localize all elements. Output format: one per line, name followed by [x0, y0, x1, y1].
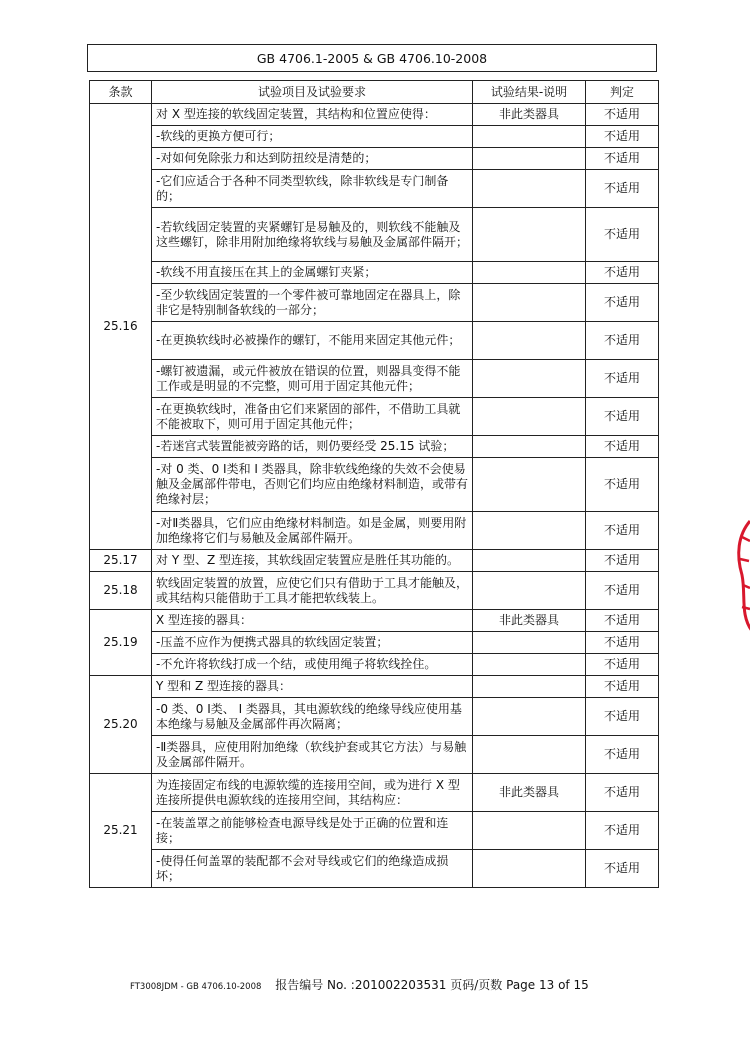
header-standard-box [87, 44, 657, 72]
requirement-cell: -在更换软线时，准备由它们来紧固的部件，不借助工具就不能被取下，则可用于固定其他元件； [152, 398, 473, 436]
table-row [90, 436, 659, 458]
table-row [90, 812, 659, 850]
result-cell [473, 208, 586, 262]
table-row [90, 148, 659, 170]
footer-doc-code: FT3008JDM - GB 4706.10-2008 [130, 982, 262, 992]
table-row [90, 284, 659, 322]
result-cell: 非此类器具 [473, 774, 586, 812]
result-cell [473, 736, 586, 774]
verdict-cell: 不适用 [586, 654, 659, 676]
result-cell [473, 322, 586, 360]
table-row [90, 610, 659, 632]
test-table [89, 80, 659, 888]
result-cell [473, 170, 586, 208]
verdict-cell: 不适用 [586, 148, 659, 170]
verdict-cell: 不适用 [586, 436, 659, 458]
table-row [90, 512, 659, 550]
table-row [90, 774, 659, 812]
clause-cell: 25.19 [90, 610, 152, 676]
requirement-cell: -它们应适合于各种不同类型软线，除非软线是专门制备的； [152, 170, 473, 208]
footer-report-number: 报告编号 No. :201002203531 [275, 978, 447, 992]
result-cell [473, 698, 586, 736]
clause-cell: 25.18 [90, 572, 152, 610]
table-row [90, 850, 659, 888]
table-body [90, 104, 659, 888]
result-cell [473, 632, 586, 654]
result-cell [473, 812, 586, 850]
table-row [90, 458, 659, 512]
result-cell [473, 512, 586, 550]
requirement-cell: -至少软线固定装置的一个零件被可靠地固定在器具上，除非它是特别制备软线的一部分； [152, 284, 473, 322]
column-header-verdict: 判定 [586, 81, 659, 104]
result-cell [473, 398, 586, 436]
verdict-cell: 不适用 [586, 550, 659, 572]
table-row [90, 632, 659, 654]
verdict-cell: 不适用 [586, 812, 659, 850]
verdict-cell: 不适用 [586, 284, 659, 322]
table-row [90, 676, 659, 698]
verdict-cell: 不适用 [586, 512, 659, 550]
result-cell [473, 284, 586, 322]
result-cell: 非此类器具 [473, 104, 586, 126]
result-cell [473, 458, 586, 512]
requirement-cell: -对如何免除张力和达到防扭绞是清楚的； [152, 148, 473, 170]
requirement-cell: -螺钉被遗漏，或元件被放在错误的位置，则器具变得不能工作或是明显的不完整，则可用于固定其他元件； [152, 360, 473, 398]
table-row [90, 398, 659, 436]
red-stamp-edge [728, 515, 750, 635]
requirement-cell: -若软线固定装置的夹紧螺钉是易触及的，则软线不能触及这些螺钉，除非用附加绝缘将软线与易触及金属部件隔开； [152, 208, 473, 262]
result-cell [473, 550, 586, 572]
verdict-cell: 不适用 [586, 610, 659, 632]
clause-cell: 25.16 [90, 104, 152, 550]
page-footer [130, 976, 630, 993]
table-row [90, 262, 659, 284]
requirement-cell: -Ⅱ类器具，应使用附加绝缘（软线护套或其它方法）与易触及金属部件隔开。 [152, 736, 473, 774]
requirement-cell: -不允许将软线打成一个结，或使用绳子将软线拴住。 [152, 654, 473, 676]
table-row [90, 208, 659, 262]
requirement-cell: -对 0 类、0 Ⅰ类和 Ⅰ 类器具，除非软线绝缘的失效不会使易触及金属部件带电，否则它们均应由绝缘材料制造，或带有绝缘衬层； [152, 458, 473, 512]
requirement-cell: -对Ⅱ类器具，它们应由绝缘材料制造。如是金属，则要用附加绝缘将它们与易触及金属部件隔开。 [152, 512, 473, 550]
requirement-cell: 为连接固定布线的电源软缆的连接用空间，或为进行 X 型连接所提供电源软线的连接用空间，其结构应： [152, 774, 473, 812]
verdict-cell: 不适用 [586, 126, 659, 148]
table-row [90, 322, 659, 360]
requirement-cell: -压盖不应作为便携式器具的软线固定装置； [152, 632, 473, 654]
requirement-cell: -软线不用直接压在其上的金属螺钉夹紧； [152, 262, 473, 284]
verdict-cell: 不适用 [586, 208, 659, 262]
column-header-requirement: 试验项目及试验要求 [152, 81, 473, 104]
verdict-cell: 不适用 [586, 262, 659, 284]
requirement-cell: -在更换软线时必被操作的螺钉，不能用来固定其他元件； [152, 322, 473, 360]
column-header-result: 试验结果-说明 [473, 81, 586, 104]
table-row [90, 654, 659, 676]
clause-cell: 25.21 [90, 774, 152, 888]
verdict-cell: 不适用 [586, 360, 659, 398]
table-row [90, 572, 659, 610]
clause-cell: 25.17 [90, 550, 152, 572]
table-row [90, 736, 659, 774]
verdict-cell: 不适用 [586, 572, 659, 610]
result-cell [473, 676, 586, 698]
result-cell [473, 262, 586, 284]
header-title: GB 4706.1-2005 & GB 4706.10-2008 [256, 50, 488, 66]
verdict-cell: 不适用 [586, 170, 659, 208]
requirement-cell: -软线的更换方便可行； [152, 126, 473, 148]
requirement-cell: 对 Y 型、Z 型连接，其软线固定装置应是胜任其功能的。 [152, 550, 473, 572]
result-cell: 非此类器具 [473, 610, 586, 632]
verdict-cell: 不适用 [586, 774, 659, 812]
result-cell [473, 148, 586, 170]
table-header-row [90, 81, 659, 104]
verdict-cell: 不适用 [586, 632, 659, 654]
requirement-cell: -在装盖罩之前能够检查电源导线是处于正确的位置和连接； [152, 812, 473, 850]
result-cell [473, 436, 586, 458]
verdict-cell: 不适用 [586, 322, 659, 360]
requirement-cell: Y 型和 Z 型连接的器具： [152, 676, 473, 698]
requirement-cell: -使得任何盖罩的装配都不会对导线或它们的绝缘造成损坏； [152, 850, 473, 888]
requirement-cell: -0 类、0 Ⅰ类、 Ⅰ 类器具，其电源软线的绝缘导线应使用基本绝缘与易触及金属部件再次隔离； [152, 698, 473, 736]
result-cell [473, 572, 586, 610]
requirement-cell: 对 X 型连接的软线固定装置，其结构和位置应使得： [152, 104, 473, 126]
verdict-cell: 不适用 [586, 736, 659, 774]
requirement-cell: -若迷宫式装置能被旁路的话，则仍要经受 25.15 试验； [152, 436, 473, 458]
table-row [90, 126, 659, 148]
verdict-cell: 不适用 [586, 398, 659, 436]
result-cell [473, 654, 586, 676]
verdict-cell: 不适用 [586, 458, 659, 512]
table-row [90, 698, 659, 736]
table-row [90, 550, 659, 572]
verdict-cell: 不适用 [586, 104, 659, 126]
requirement-cell: X 型连接的器具： [152, 610, 473, 632]
table-row [90, 360, 659, 398]
table-row [90, 170, 659, 208]
verdict-cell: 不适用 [586, 698, 659, 736]
clause-cell: 25.20 [90, 676, 152, 774]
result-cell [473, 126, 586, 148]
table-row [90, 104, 659, 126]
result-cell [473, 850, 586, 888]
result-cell [473, 360, 586, 398]
requirement-cell: 软线固定装置的放置，应使它们只有借助于工具才能触及，或其结构只能借助于工具才能把软线装上。 [152, 572, 473, 610]
verdict-cell: 不适用 [586, 676, 659, 698]
verdict-cell: 不适用 [586, 850, 659, 888]
column-header-clause: 条款 [90, 81, 152, 104]
footer-page-number: 页码/页数 Page 13 of 15 [450, 978, 589, 992]
